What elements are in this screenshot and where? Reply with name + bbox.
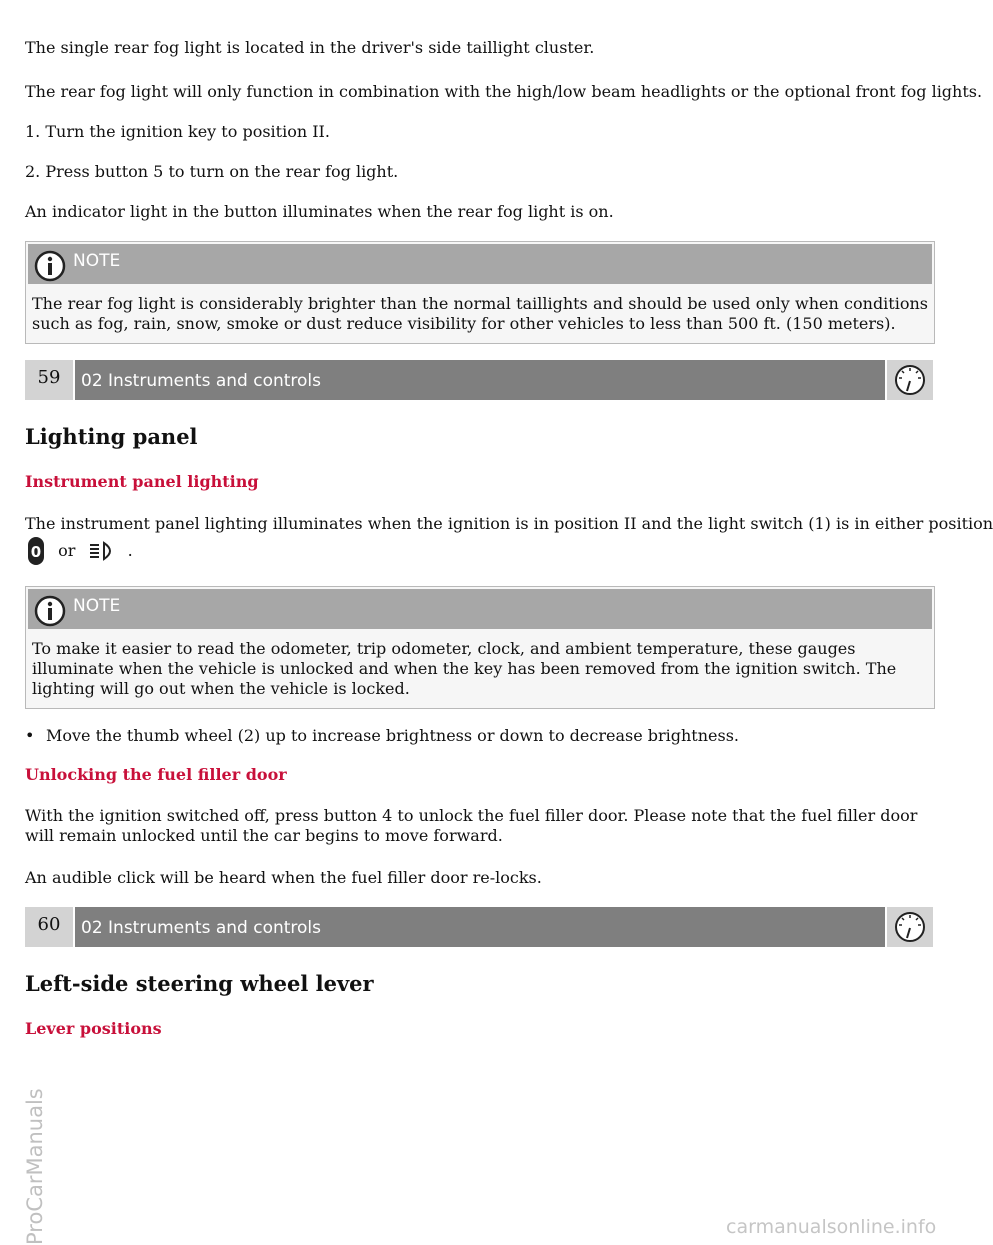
info-icon [34, 250, 66, 282]
heading-left-side-lever: Left-side steering wheel lever [25, 971, 374, 996]
light-switch-position-icon [25, 536, 47, 566]
period: . [127, 540, 133, 560]
note-box-fog-light [25, 241, 935, 344]
gauge-icon [894, 911, 926, 943]
subheading-lever-positions: Lever positions [25, 1019, 162, 1038]
side-watermark-text: ProCarManuals [23, 1088, 47, 1245]
svg-text:0: 0 [30, 543, 42, 561]
section-header-59 [25, 360, 933, 400]
bullet-text: Move the thumb wheel (2) up to increase brightness or down to decrease brightness. [46, 726, 740, 745]
side-watermark [1, 520, 47, 1245]
section-header-60 [25, 907, 933, 947]
footer-watermark: carmanualsonline.info [726, 1216, 937, 1238]
fuel-paragraph-1: With the ignition switched off, press button 4 to unlock the fuel filler door. Please note that the fuel filler door will remain unlocked until the car begins to move forward. [25, 806, 918, 845]
subheading-fuel-filler-door: Unlocking the fuel filler door [25, 765, 287, 784]
fuel-paragraph-2: An audible click will be heard when the fuel filler door re-locks. [25, 868, 542, 887]
section-icon-box [887, 907, 933, 947]
subheading-instrument-panel-lighting: Instrument panel lighting [25, 472, 259, 491]
intro-paragraph-2: The rear fog light will only function in combination with the high/low beam headlights or the optional front fog lights. [25, 82, 983, 101]
page-number: 59 [25, 360, 73, 400]
note-title: NOTE [73, 596, 121, 616]
section-title: 02 Instruments and controls [75, 907, 885, 947]
heading-lighting-panel: Lighting panel [25, 424, 198, 449]
info-icon [34, 595, 66, 627]
step-1: 1. Turn the ignition key to position II. [25, 122, 330, 141]
note-header [28, 589, 932, 629]
note-title: NOTE [73, 251, 121, 271]
gauge-icon [894, 364, 926, 396]
intro-paragraph-1: The single rear fog light is located in the driver's side taillight cluster. [25, 38, 595, 57]
lighting-paragraph: The instrument panel lighting illuminates when the ignition is in position II and the light switch (1) is in either position [25, 514, 993, 533]
note-body: The rear fog light is considerably brighter than the normal taillights and should be used only when conditions such as fog, rain, snow, smoke or dust reduce visibility for other vehicles to less than 500 ft. (150 meters). [32, 294, 928, 333]
note-header [28, 244, 932, 284]
bullet-dot: • [25, 726, 35, 745]
or-word: or [58, 540, 76, 560]
lighting-paragraph-line2 [25, 536, 133, 566]
note-box-gauges [25, 586, 935, 709]
step-2: 2. Press button 5 to turn on the rear fog light. [25, 162, 399, 181]
intro-paragraph-3: An indicator light in the button illuminates when the rear fog light is on. [25, 202, 614, 221]
page-number: 60 [25, 907, 73, 947]
note-body: To make it easier to read the odometer, trip odometer, clock, and ambient temperature, these gauges illuminate when the vehicle is unlocked and when the key has been removed from the ignition switch. The lighting will go out when the vehicle is locked. [32, 639, 897, 698]
section-title: 02 Instruments and controls [75, 360, 885, 400]
section-icon-box [887, 360, 933, 400]
bullet-item-thumb-wheel [25, 726, 739, 746]
headlight-icon [88, 540, 118, 562]
